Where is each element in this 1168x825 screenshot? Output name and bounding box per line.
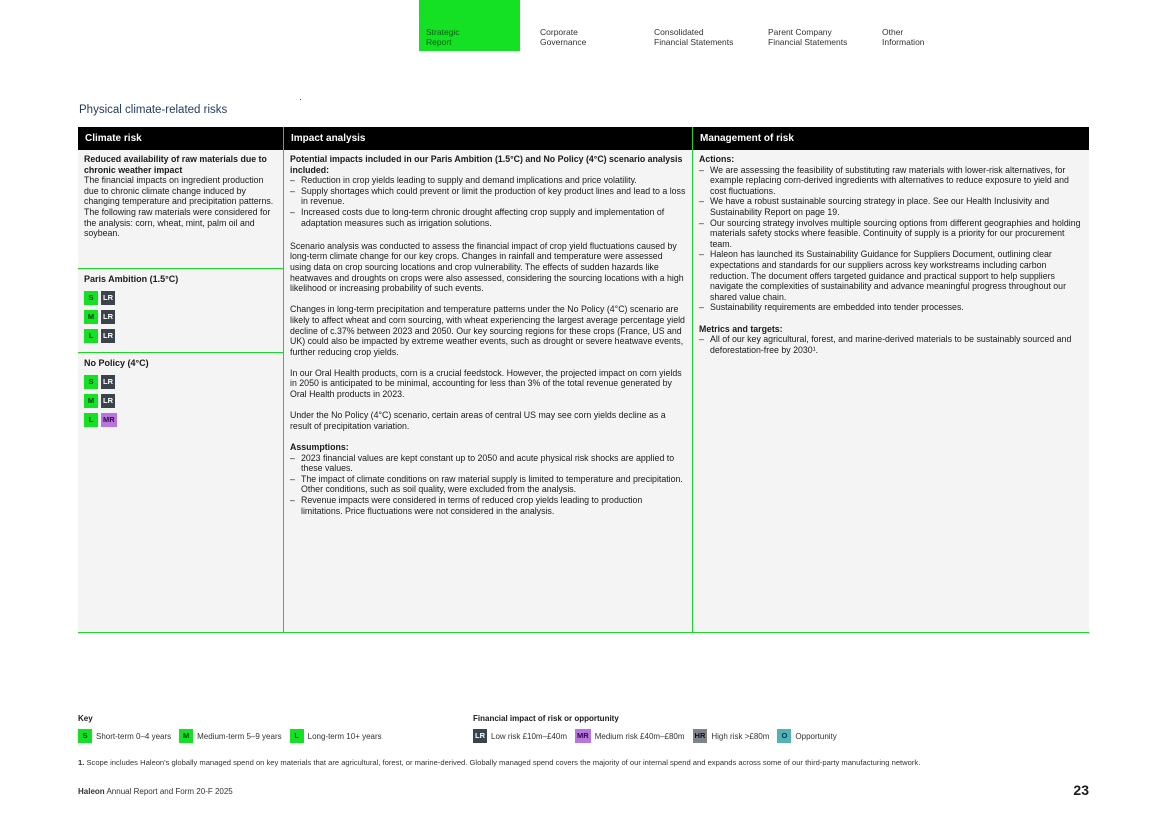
paris-ambition-block: [78, 268, 283, 352]
assumption-bullet: – 2023 financial values are kept constant up to 2050 and acute physical risk shocks are applied to these values.: [290, 453, 686, 474]
climate-risk-column: [78, 127, 283, 632]
key-item: [78, 729, 171, 743]
risk-badge: LR: [101, 375, 115, 389]
financial-label: Low risk £10m–£40m: [491, 731, 568, 741]
management-column: [692, 127, 1089, 632]
term-badge: L: [84, 329, 98, 343]
risk-title: Reduced availability of raw materials due to chronic weather impact: [84, 154, 267, 175]
tab-parent-company-financial-statements[interactable]: [748, 0, 862, 51]
impact-bullet: – Increased costs due to long-term chronic drought affecting crop supply and implementation of adaptation measures such as irrigation solutions.: [290, 207, 686, 228]
assumption-bullet: – Revenue impacts were considered in terms of reduced crop yields leading to production limitations. Price fluctuations were not considered in the analysis.: [290, 495, 686, 516]
page-title: Physical climate-related risks: [79, 104, 228, 116]
financial-item: [693, 729, 770, 743]
footer-brand: [78, 787, 233, 796]
tab-corporate-governance[interactable]: [520, 0, 634, 51]
impact-analysis-column: [283, 127, 692, 632]
header-management-of-risk: Management of risk: [693, 127, 1089, 150]
action-bullet: – Our sourcing strategy involves multiple sourcing options from different geographies and holding materials safety stocks where feasible. Continuity of supply is a priority for our procurement team.: [699, 218, 1083, 250]
financial-item: [575, 729, 684, 743]
key-heading: Key: [78, 714, 93, 723]
action-bullet: – We are assessing the feasibility of substituting raw materials with lower-risk alternatives, for example replacing corn-derived ingredients with alternatives to reduce exposure to yield and cost fluctuations.: [699, 165, 1083, 197]
financial-item: [777, 729, 836, 743]
risk-badge: LR: [101, 291, 115, 305]
section-nav: [419, 0, 976, 51]
paris-title: Paris Ambition (1.5°C): [84, 274, 179, 284]
rating-row: [84, 394, 277, 408]
footnote-text: Scope includes Haleon's globally managed spend on key materials that are agricultural, forest, or marine-derived. Globally managed spend covers the majority of our internal spend and expands across some of our third-party manufacturing network.: [86, 758, 921, 767]
risk-body: The financial impacts on ingredient production due to chronic climate change induced by changing temperature and precipitation patterns. The following raw materials were considered for the analysis: corn, wheat, mint, palm oil and soybean.: [84, 175, 274, 239]
impact-paragraph: In our Oral Health products, corn is a crucial feedstock. However, the projected impact on corn yields in 2050 is anticipated to be minimal, accounting for less than 3% of the total revenue generated by Oral Health products in 2023.: [290, 367, 682, 400]
risk-description: [78, 150, 283, 268]
term-badge: S: [84, 375, 98, 389]
tab-label-line2: Financial Statements: [654, 37, 734, 47]
tab-other-information[interactable]: [862, 0, 976, 51]
financial-label: Opportunity: [795, 731, 837, 741]
assumption-bullet: – The impact of climate conditions on raw material supply is limited to temperature and precipitation. Other conditions, such as soil quality, were excluded from the analysis.: [290, 474, 686, 495]
action-bullet: – Haleon has launched its Sustainability Guidance for Suppliers Document, outlining clear expectations and standards for our suppliers across key workstreams including carbon reduction. The document offers targeted guidance and practical support to help suppliers navigate the complexities of sustainability and advance meaningful progress throughout our shared value chain.: [699, 249, 1083, 302]
risk-badge: MR: [101, 413, 117, 427]
tab-label-line2: Financial Statements: [768, 37, 848, 47]
tab-label-line2: Information: [882, 37, 925, 47]
risk-badge: LR: [473, 729, 487, 743]
page-number: 23: [1073, 782, 1089, 798]
key-item: [179, 729, 281, 743]
header-impact-analysis: Impact analysis: [284, 127, 692, 150]
risk-badge: LR: [101, 329, 115, 343]
opportunity-badge: O: [777, 729, 791, 743]
impact-paragraph: Under the No Policy (4°C) scenario, certain areas of central US may see corn yields decline as a result of precipitation variation.: [290, 410, 666, 431]
brand-name: Haleon: [78, 787, 105, 796]
term-badge: M: [179, 729, 193, 743]
tab-label-line1: Consolidated: [654, 27, 704, 37]
actions-heading: Actions:: [699, 154, 735, 164]
document-name: Annual Report and Form 20-F 2025: [106, 787, 233, 796]
term-badge: S: [78, 729, 92, 743]
term-badge: L: [290, 729, 304, 743]
tab-label-line2: Report: [426, 37, 452, 47]
rating-row: [84, 291, 277, 305]
risk-table: [78, 127, 1089, 633]
action-bullet: – We have a robust sustainable sourcing strategy in place. See our Health Inclusivity and Sustainability Report on page 19.: [699, 196, 1083, 217]
impact-content: [284, 150, 692, 516]
no-policy-title: No Policy (4°C): [84, 358, 149, 368]
financial-label: High risk >£80m: [711, 731, 770, 741]
key-label: Long-term 10+ years: [307, 731, 382, 741]
tab-label-line1: Strategic: [426, 27, 460, 37]
financial-item: [473, 729, 567, 743]
action-bullet: – Sustainability requirements are embedded into tender processes.: [699, 302, 1083, 313]
risk-badge: LR: [101, 310, 115, 324]
tab-label-line1: Other: [882, 27, 904, 37]
metric-bullet: – All of our key agricultural, forest, and marine-derived materials to be sustainably sourced and deforestation-free by 2030¹.: [699, 334, 1083, 355]
key-item: [290, 729, 382, 743]
key-label: Medium-term 5–9 years: [197, 731, 282, 741]
term-badge: L: [84, 413, 98, 427]
risk-badge: HR: [693, 729, 708, 743]
risk-badge: MR: [575, 729, 591, 743]
rating-row: [84, 310, 277, 324]
tab-strategic-report[interactable]: [419, 0, 520, 51]
impact-bullet: – Supply shortages which could prevent or limit the production of key product lines and lead to a loss in revenue.: [290, 186, 686, 207]
tab-consolidated-financial-statements[interactable]: [634, 0, 748, 51]
financial-legend: [473, 729, 845, 743]
header-climate-risk: Climate risk: [78, 127, 283, 150]
risk-badge: LR: [101, 394, 115, 408]
impact-paragraph: Changes in long-term precipitation and temperature patterns under the No Policy (4°C) scenario are likely to affect wheat and corn sourcing, with wheat experiencing the largest average percentage yield decline of c.37% between 2023 and 2050. Our key sourcing regions for these crops (France, US and UK) could also be impacted by extreme weather events, such as drought or severe heatwave events, further reducing crop yields.: [290, 304, 685, 357]
key-legend: [78, 729, 390, 743]
rating-row: [84, 329, 277, 343]
financial-impact-heading: Financial impact of risk or opportunity: [473, 714, 619, 723]
tab-label-line1: Corporate: [540, 27, 578, 37]
tab-label-line2: Governance: [540, 37, 587, 47]
financial-label: Medium risk £40m–£80m: [594, 731, 685, 741]
impact-bullet: – Reduction in crop yields leading to supply and demand implications and price volatility.: [290, 175, 686, 186]
no-policy-block: [78, 352, 283, 437]
rating-row: [84, 375, 277, 389]
impact-paragraph: Scenario analysis was conducted to assess the financial impact of crop yield fluctuations caused by long-term climate change for our key crops. Changes in rainfall and temperature were assessed using data on crop sourcing locations and crop vulnerability. The effects of sudden hazards like heatwaves and droughts on crops were also assessed, considering the sourcing locations with a high likelihood or increasing probability of such events.: [290, 240, 684, 294]
decorative-dot: [300, 99, 301, 100]
metrics-heading: Metrics and targets:: [699, 323, 783, 334]
footnote-number: 1.: [78, 758, 85, 767]
footnote: [78, 758, 920, 767]
impact-heading: Potential impacts included in our Paris Ambition (1.5°C) and No Policy (4°C) scenario analysis included:: [290, 154, 683, 175]
term-badge: S: [84, 291, 98, 305]
rating-row: [84, 413, 277, 427]
management-content: [693, 150, 1089, 355]
assumptions-heading: Assumptions:: [290, 442, 349, 453]
key-label: Short-term 0–4 years: [96, 731, 172, 741]
term-badge: M: [84, 310, 98, 324]
tab-label-line1: Parent Company: [768, 27, 832, 37]
term-badge: M: [84, 394, 98, 408]
